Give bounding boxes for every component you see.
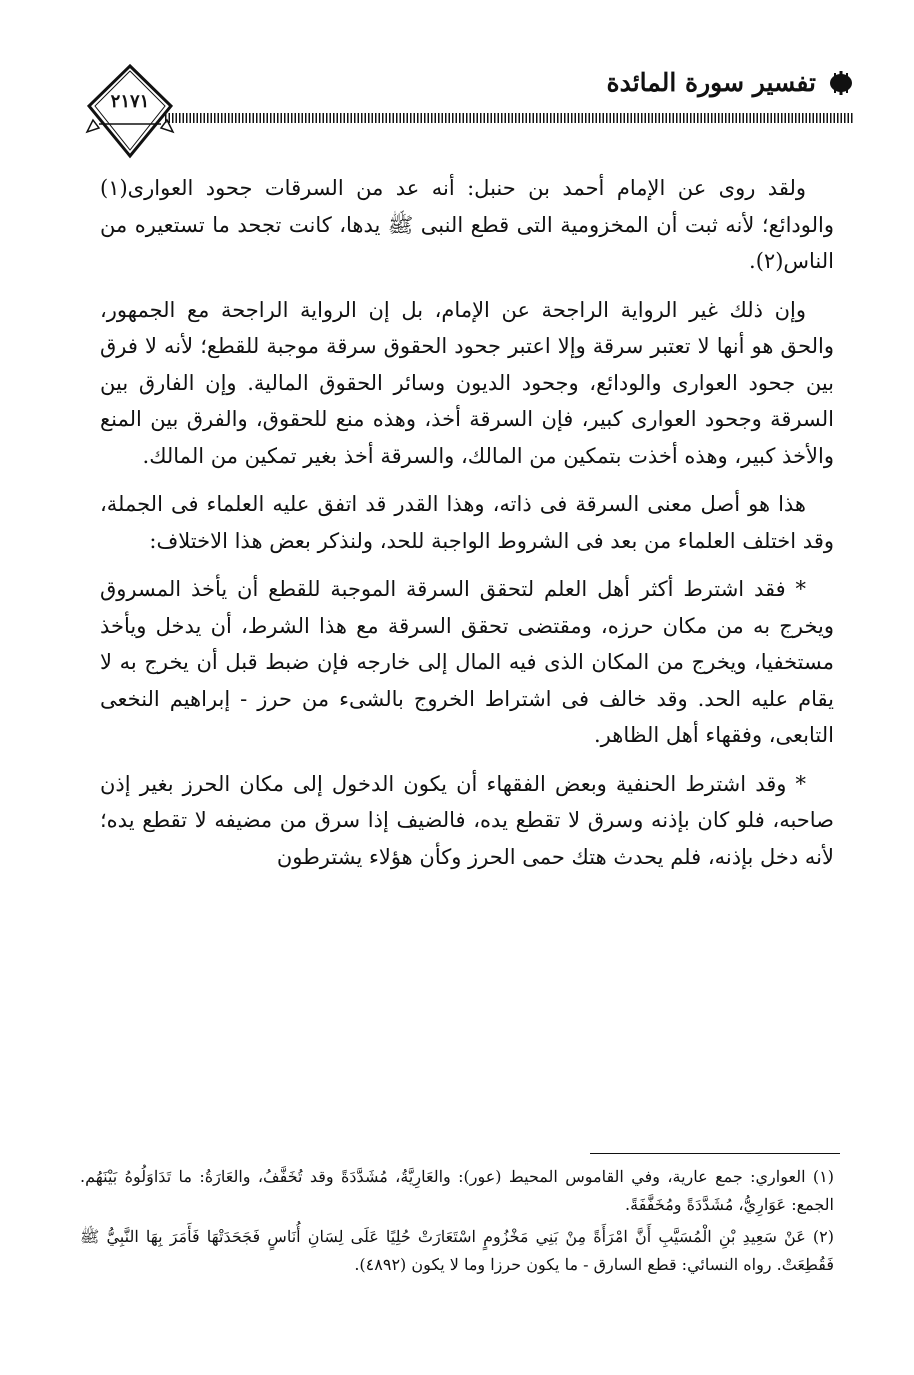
paragraph: * فقد اشترط أكثر أهل العلم لتحقق السرقة الموجبة للقطع أن يأخذ المسروق ويخرج به من مكان حرزه، ومقتضى تحقق السرقة مع هذا الشرط، أن يدخل ويأخذ مستخفيا، ويخرج من المكان الذى فيه المال إلى خارجه فإن ضبط قبل أن يخرج به لا يقام عليه الحد. وقد خالف فى اشتراط الخروج بالشىء من حرز - إبراهيم النخعى التابعى، وفقهاء أهل الظاهر. bbox=[100, 577, 834, 747]
diamond-frame-icon bbox=[85, 58, 175, 168]
ornament-icon bbox=[828, 69, 854, 95]
footnote: (٢) عَنْ سَعِيدِ بْنِ الْمُسَيَّبِ أَنَّ امْرَأَةً مِنْ بَنِي مَخْزُومٍ اسْتَعَارَتْ حُلِيًا عَلَى لِسَانِ أُنَاسٍ فَجَحَدَتْهَا فَأَمَرَ بِهَا النَّبِيُّ ﷺ فَقُطِعَتْ. رواه النسائي: قطع السارق - ما يكون حرزا وما لا يكون (٤٨٩٢). bbox=[80, 1227, 834, 1274]
footnotes bbox=[80, 1163, 834, 1283]
running-title-block bbox=[607, 62, 855, 102]
header-rule bbox=[165, 113, 854, 123]
main-text bbox=[100, 170, 834, 887]
paragraph: وإن ذلك غير الرواية الراجحة عن الإمام، بل إن الرواية الراجحة مع الجمهور، والحق هو أنها لا تعتبر سرقة وإلا اعتبر جحود الحقوق سرقة موجبة للقطع؛ لأنه لا فرق بين جحود العوارى والودائع، وجحود الديون وسائر الحقوق المالية. وإن الفارق بين السرقة وجحود العوارى كبير، فإن السرقة أخذ، وهذه منع للحقوق، والفرق بين المنع والأخذ كبير، وهذه أخذت بتمكين من المالك، والسرقة أخذ بغير تمكين من المالك. bbox=[100, 297, 834, 468]
page-number-badge bbox=[85, 58, 175, 168]
paragraph: ولقد روى عن الإمام أحمد بن حنبل: أنه عد من السرقات جحود العوارى(١) والودائع؛ لأنه ثبت أن المخزومية التى قطع النبى ﷺ يدها، كانت تجحد ما تستعيره من الناس(٢). bbox=[100, 176, 834, 273]
page-number: ٢١٧١ bbox=[110, 91, 150, 112]
paragraph: * وقد اشترط الحنفية وبعض الفقهاء أن يكون الدخول إلى مكان الحرز بغير إذن صاحبه، فلو كان بإذنه وسرق لا تقطع يده، فالضيف إذا سرق من مضيفه لا تقطع يده؛ لأنه دخل بإذنه، فلم يحدث هتك حمى الحرز وكأن هؤلاء يشترطون bbox=[100, 771, 834, 869]
footnote: (١) العواري: جمع عارية، وفي القاموس المحيط (عور): والعَارِيَّةُ، مُشَدَّدَةً وقد تُخَفَّفُ، والعَارَةُ: ما تَدَاوَلُوهُ بَيْنَهُم. الجمع: عَوَارِيُّ، مُشَدَّدَةً ومُخَفَّفَةً. bbox=[80, 1167, 834, 1214]
page-header bbox=[85, 58, 854, 168]
paragraph: هذا هو أصل معنى السرقة فى ذاته، وهذا القدر قد اتفق عليه العلماء فى الجملة، وقد اختلف العلماء من بعد فى الشروط الواجبة للحد، ولنذكر بعض هذا الاختلاف: bbox=[100, 492, 834, 553]
footnote-separator bbox=[590, 1153, 840, 1154]
running-title: تفسير سورة المائدة bbox=[606, 67, 816, 97]
